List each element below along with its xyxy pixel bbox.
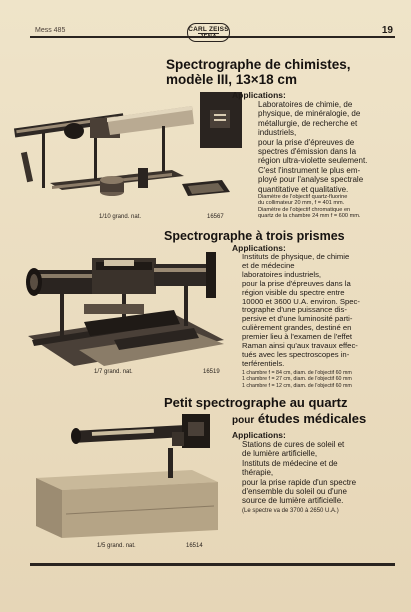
section2-notes — [242, 370, 352, 389]
medical-quartz-spectrograph-photo — [32, 410, 222, 542]
text-line: quantitative et qualitative. — [258, 184, 349, 194]
section3-figure-number: 16514 — [186, 543, 203, 549]
section3-title-line2 — [232, 412, 366, 426]
text-line: pour la prise rapide d'un spectre — [242, 477, 357, 487]
text-line: région visible du spectre entre — [242, 287, 345, 297]
note-line: du collimateur 20 mm, f = 401 mm. — [258, 200, 345, 207]
page-number: 19 — [381, 25, 393, 36]
section3-title-prefix: pour — [232, 415, 255, 426]
text-line: d'ensemble du soleil ou d'une — [242, 487, 347, 497]
text-line: métallurgie, de recherche et — [258, 118, 358, 128]
text-line: thérapie, — [242, 468, 274, 478]
text-line: terférentiels. — [242, 358, 285, 368]
text-line: industriels, — [258, 128, 297, 138]
header-rule — [30, 36, 395, 38]
text-line: C'est l'instrument le plus em- — [258, 165, 361, 175]
section3-title-line1: Petit spectrographe au quartz — [164, 395, 348, 410]
section3-scale: 1/5 grand. nat. — [97, 543, 136, 549]
section1-title-line1: Spectrographe de chimistes, — [166, 57, 351, 72]
text-line: pour la prise d'épreuves de — [258, 137, 355, 147]
section3-applications-label: Applications: — [232, 430, 286, 440]
section2-figure-number: 16519 — [203, 369, 220, 375]
text-line: Instituts de physique, de chimie — [242, 252, 350, 261]
section2-description — [242, 253, 360, 369]
note-line: 1 chambre f = 84 cm, diam. de l'objectif 60 mm — [242, 370, 352, 376]
text-line: Laboratoires de chimie, de — [258, 100, 353, 109]
text-line: physique, de minéralogie, de — [258, 109, 361, 119]
section2-scale: 1/7 grand. nat. — [94, 369, 133, 375]
section3-description — [242, 440, 356, 506]
text-line: culièrement grandes, destiné en — [242, 323, 352, 333]
text-line: spectres d'émission dans la — [258, 147, 357, 157]
zeiss-logo — [187, 23, 230, 42]
text-line: premier lieu à l'examen de l'effet — [242, 332, 353, 342]
text-line: source de lumière artificielle. — [242, 496, 344, 506]
section3-title-main: études médicales — [257, 411, 367, 426]
text-line: trographe d'une puissance dis- — [242, 305, 347, 315]
section2-title: Spectrographe à trois prismes — [164, 229, 345, 243]
chemists-spectrograph-photo — [12, 88, 260, 214]
footer-rule — [30, 563, 395, 566]
note-line: 1 chambre f = 12 cm, diam. de l'objectif 60 mm — [242, 382, 352, 389]
note-line: Diamètre de l'objectif chromatique en — [258, 206, 351, 213]
text-line: laboratoires industriels, — [242, 269, 322, 279]
text-line: Stations de cures de soleil et — [242, 440, 345, 449]
text-line: et de médecine — [242, 260, 295, 270]
section2-applications-label: Applications: — [232, 243, 286, 253]
note-line: Diamètre de l'objectif quartz-fluorine — [258, 194, 348, 200]
section1-title-line2: modèle III, 13×18 cm — [166, 72, 297, 87]
text-line: de lumière artificielle, — [242, 449, 318, 459]
text-line: ployé pour l'analyse spectrale — [258, 175, 364, 185]
section1-scale: 1/10 grand. nat. — [99, 214, 142, 220]
logo-top-text: CARL ZEISS — [188, 25, 229, 33]
section1-description — [258, 100, 367, 194]
text-line: 10000 et 3600 U.A. environ. Spec- — [242, 296, 360, 306]
catalog-reference: Mess 485 — [35, 27, 66, 34]
text-line: Raman ainsi qu'aux travaux effec- — [242, 341, 358, 351]
note-line: quartz de la chambre 24 mm f = 600 mm. — [258, 213, 361, 220]
text-line: Instituts de médecine et de — [242, 458, 338, 468]
text-line: région ultra-violette seulement. — [258, 156, 368, 166]
section1-applications-label: Applications: — [232, 90, 286, 100]
note-line: 1 chambre f = 27 cm, diam. de l'objectif 60 mm — [242, 376, 352, 383]
text-line: tués avec les spectroscopes in- — [242, 349, 350, 359]
three-prism-spectrograph-photo — [24, 244, 234, 380]
section1-figure-number: 16567 — [207, 214, 224, 220]
text-line: persive et d'une luminosité parti- — [242, 314, 353, 324]
text-line: pour la prise d'épreuves dans la — [242, 278, 351, 288]
section1-notes — [258, 194, 360, 220]
section3-note: (Le spectre va de 3700 à 2650 U.A.) — [242, 508, 339, 514]
